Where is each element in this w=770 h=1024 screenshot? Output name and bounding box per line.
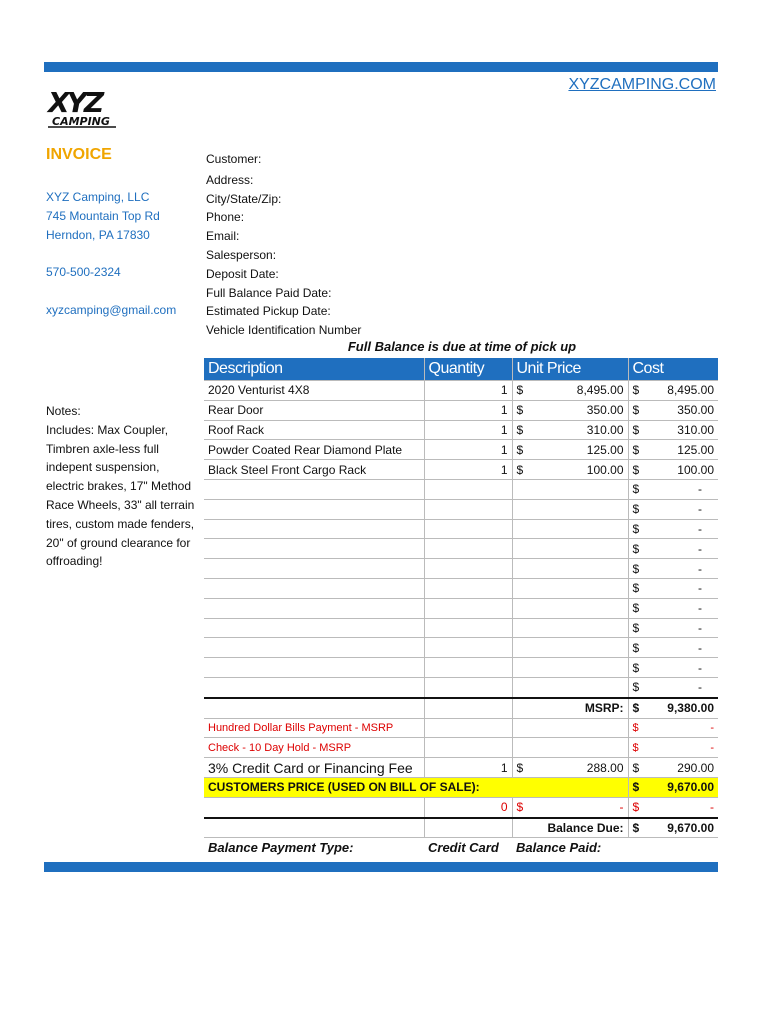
empty-cost: $ - — [628, 499, 718, 519]
deposit-row: 0 $ - $ - — [204, 797, 718, 817]
msrp-label: MSRP: — [512, 698, 628, 718]
invoice-table — [204, 358, 718, 857]
empty-row — [204, 578, 718, 598]
item-quantity: 1 — [424, 400, 512, 420]
empty-cost: $ - — [628, 638, 718, 658]
item-cost: $ 310.00 — [628, 420, 718, 440]
header-description: Description — [204, 358, 424, 381]
empty-cost: $ - — [628, 598, 718, 618]
notes — [46, 402, 196, 571]
item-description: Black Steel Front Cargo Rack — [204, 460, 424, 480]
table-row — [204, 440, 718, 460]
payment-type-label: Balance Payment Type: — [208, 840, 354, 856]
empty-row — [204, 658, 718, 678]
empty-row — [204, 519, 718, 539]
cash-payment-label: Hundred Dollar Bills Payment - MSRP — [204, 718, 424, 738]
estimated-pickup-date-label: Estimated Pickup Date: — [206, 304, 331, 319]
phone-label: Phone: — [206, 210, 245, 225]
company-phone: 570-500-2324 — [46, 265, 121, 279]
item-unit-price: $ 310.00 — [512, 420, 628, 440]
item-unit-price: $ 125.00 — [512, 440, 628, 460]
table-row — [204, 400, 718, 420]
full-balance-paid-date-label: Full Balance Paid Date: — [206, 285, 332, 300]
item-cost: $ 350.00 — [628, 400, 718, 420]
customer-label: Customer: — [206, 152, 262, 166]
customer-price-row: CUSTOMERS PRICE (USED ON BILL OF SALE): $ 9,670.00 — [204, 777, 718, 797]
website-link[interactable]: XYZCAMPING.COM — [568, 76, 716, 93]
payment-type-value: Credit Card — [428, 840, 499, 856]
balance-due-value: 9,670.00 — [667, 820, 714, 835]
item-quantity: 1 — [424, 440, 512, 460]
item-cost: $ 8,495.00 — [628, 381, 718, 401]
item-quantity: 1 — [424, 381, 512, 401]
fee-row: 3% Credit Card or Financing Fee 1 $ 288.00 $ 290.00 — [204, 758, 718, 778]
customer-fields — [206, 150, 361, 340]
header-cost: Cost — [628, 358, 718, 381]
empty-row — [204, 479, 718, 499]
item-quantity: 1 — [424, 460, 512, 480]
fee-unit: 288.00 — [586, 760, 624, 775]
payment-row — [204, 838, 718, 857]
empty-row — [204, 559, 718, 579]
item-quantity: 1 — [424, 420, 512, 440]
fee-qty: 1 — [424, 758, 512, 778]
company-email[interactable]: xyzcamping@gmail.com — [46, 303, 177, 317]
item-cost: $ 125.00 — [628, 440, 718, 460]
customer-price-value: 9,670.00 — [667, 780, 714, 795]
table-row — [204, 381, 718, 401]
empty-cost: $ - — [628, 618, 718, 638]
bottom-blue-bar — [44, 862, 718, 872]
company-city: Herndon, PA 17830 — [46, 228, 150, 242]
check-payment-label: Check - 10 Day Hold - MSRP — [204, 738, 424, 758]
item-description: Roof Rack — [204, 420, 424, 440]
empty-row — [204, 598, 718, 618]
item-unit-price: $ 100.00 — [512, 460, 628, 480]
empty-cost: $ - — [628, 658, 718, 678]
empty-row — [204, 539, 718, 559]
notes-text: Notes: Includes: Max Coupler, Timbren axle-less full indepent suspension, electric brakes, 17" Method Race Wheels, 33" all terrain tires, custom made fenders, 20" of ground clearance for offroading! — [46, 404, 195, 569]
fee-cost: 290.00 — [677, 760, 714, 775]
header-unit-price: Unit Price — [512, 358, 628, 381]
empty-row — [204, 499, 718, 519]
company-name: XYZ Camping, LLC — [46, 190, 150, 204]
salesperson-label: Salesperson: — [206, 247, 277, 262]
item-cost: $ 100.00 — [628, 460, 718, 480]
check-payment-row: Check - 10 Day Hold - MSRP $ - — [204, 738, 718, 758]
vin-label: Vehicle Identification Number — [206, 323, 362, 338]
fee-label: 3% Credit Card or Financing Fee — [204, 758, 424, 778]
customer-price-label: CUSTOMERS PRICE (USED ON BILL OF SALE): — [204, 777, 628, 797]
item-unit-price: $ 350.00 — [512, 400, 628, 420]
invoice-title: INVOICE — [46, 146, 112, 163]
empty-cost: $ - — [628, 578, 718, 598]
empty-row — [204, 677, 718, 697]
table-header-row — [204, 358, 718, 381]
address-label: Address: — [206, 172, 254, 187]
cash-payment-row: Hundred Dollar Bills Payment - MSRP $ - — [204, 718, 718, 738]
table-body — [204, 381, 718, 858]
table-row — [204, 420, 718, 440]
deposit-date-label: Deposit Date: — [206, 266, 279, 281]
logo-text-bottom: CAMPING — [52, 115, 110, 128]
item-description: 2020 Venturist 4X8 — [204, 381, 424, 401]
item-description: Rear Door — [204, 400, 424, 420]
city-state-zip-label: City/State/Zip: — [206, 191, 282, 206]
item-description: Powder Coated Rear Diamond Plate — [204, 440, 424, 460]
empty-cost: $ - — [628, 559, 718, 579]
top-blue-bar — [44, 62, 718, 72]
empty-row — [204, 618, 718, 638]
header-quantity: Quantity — [424, 358, 512, 381]
xyz-camping-logo — [46, 88, 120, 128]
empty-cost: $ - — [628, 519, 718, 539]
deposit-qty: 0 — [424, 797, 512, 817]
table-row — [204, 460, 718, 480]
msrp-value: 9,380.00 — [667, 701, 714, 716]
email-label: Email: — [206, 229, 240, 244]
msrp-row: MSRP: $ 9,380.00 — [204, 698, 718, 718]
empty-cost: $ - — [628, 539, 718, 559]
empty-cost: $ - — [628, 677, 718, 697]
empty-row — [204, 638, 718, 658]
balance-due-label: Balance Due: — [512, 818, 628, 838]
item-unit-price: $ 8,495.00 — [512, 381, 628, 401]
balance-due-row: Balance Due: $ 9,670.00 — [204, 818, 718, 838]
company-street: 745 Mountain Top Rd — [46, 209, 160, 223]
logo-text-top: XYZ — [48, 88, 102, 119]
balance-paid-label: Balance Paid: — [516, 840, 602, 856]
balance-due-note: Full Balance is due at time of pick up — [347, 339, 577, 354]
empty-cost: $ - — [628, 479, 718, 499]
